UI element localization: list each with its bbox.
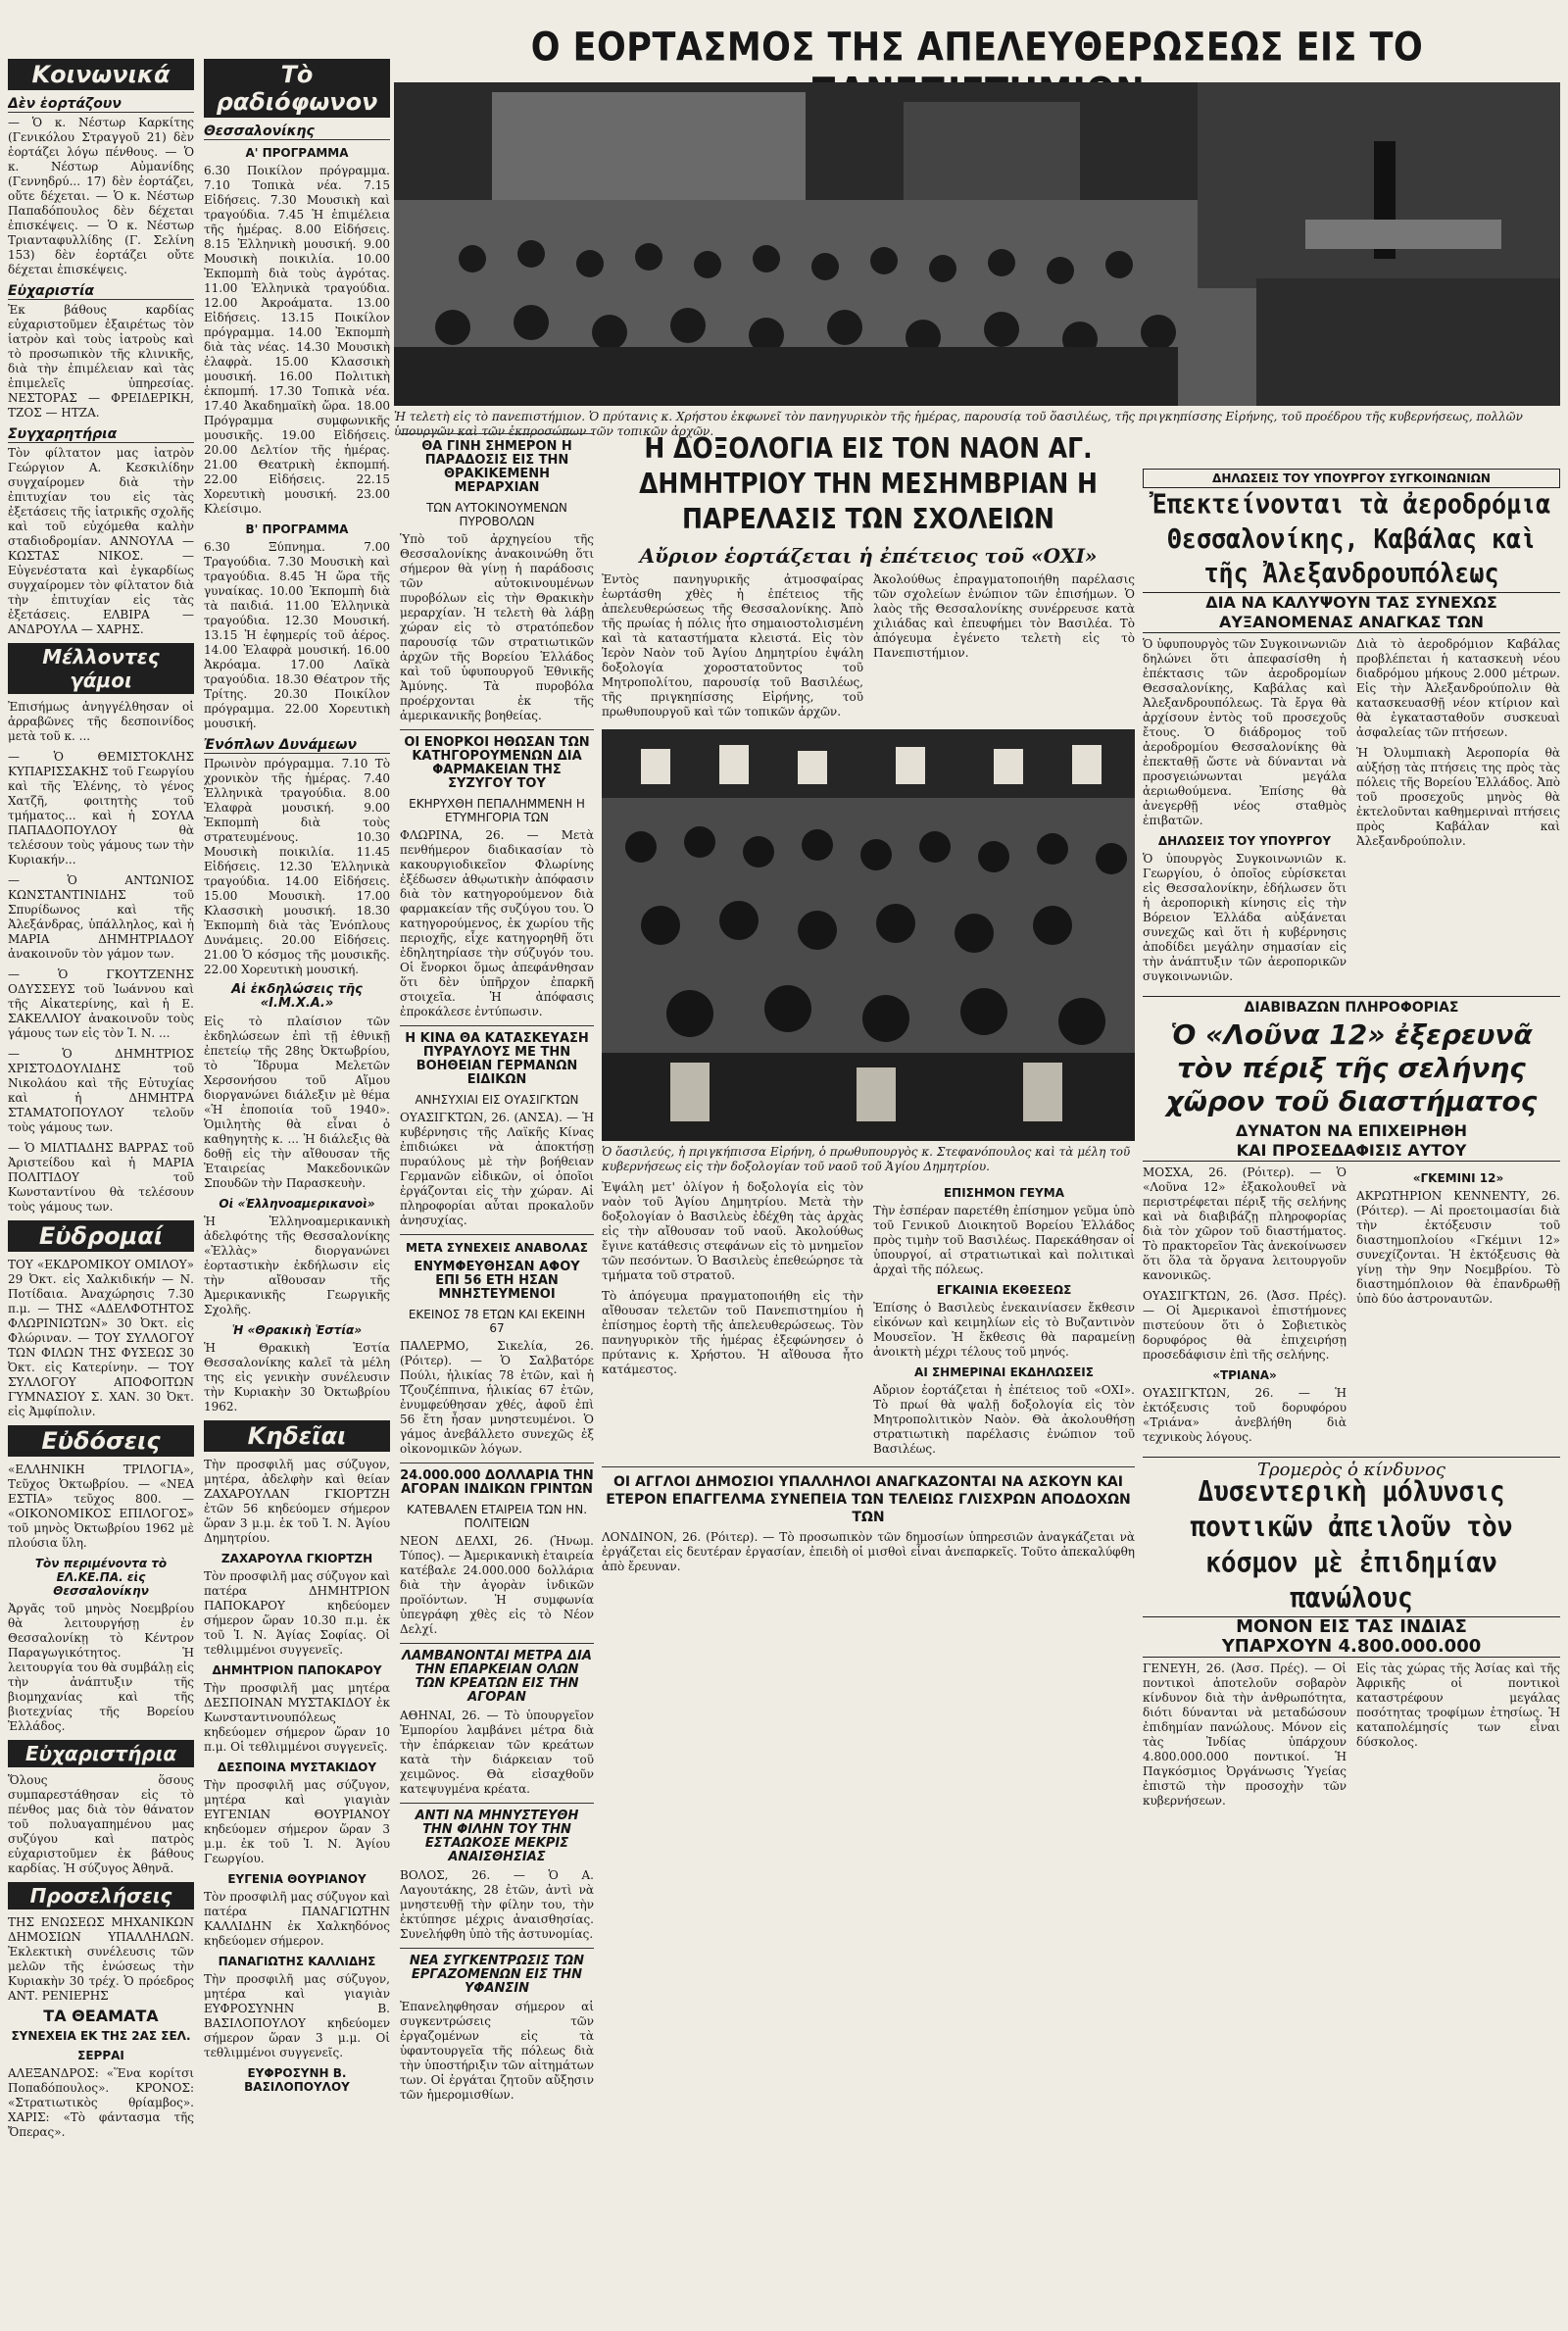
airports-text-row: [1143, 637, 1560, 990]
theamata-heading: ΤΑ ΘΕΑΜΑΤΑ: [43, 2007, 159, 2025]
official-dinner-text: Τὴν ἑσπέραν παρετέθη ἐπίσημον γεῦμα ὑπὸ τοῦ Γενικοῦ Διοικητοῦ Βορείου Ἑλλάδος πρὸς τιμὴν τοῦ Βασιλέως. Παρεκάθησαν οἱ ὑπουργοί, αἱ στρατιωτικαὶ καὶ πολιτικαὶ ἀρχαὶ τῆς πόλεως.: [873, 1204, 1135, 1276]
mellontes-gamoi-text-2: — Ὁ ΘΕΜΙΣΤΟΚΛΗΣ ΚΥΠΑΡΙΣΣΑΚΗΣ τοῦ Γεωργίου καὶ τῆς Ἑλένης, τὸ γένος Χατζῆ, φοιτητὴς τοῦ τμήματος... καὶ ἡ ΣΟΥΛΑ ΠΑΠΑΔΟΠΟΥΛΟΥ θὰ τελέσουν τοὺς γάμους των τὴν Κυριακήν...: [8, 750, 194, 867]
plague-subheadline-2: ΥΠΑΡΧΟΥΝ 4.800.000.000: [1143, 1640, 1560, 1658]
section-kideia: Κηδεῖαι: [204, 1420, 390, 1452]
minister-statements-heading: ΔΗΛΩΣΕΙΣ ΤΟΥ ΥΠΟΥΡΓΟΥ: [1157, 834, 1332, 848]
airports-text-a: Ὁ ὑφυπουργὸς τῶν Συγκοινωνιῶν δηλώνει ὅτι ἀπεφασίσθη ἡ ἐπέκτασις τῶν ἀεροδρομίων Θεσσαλονίκης, Καβάλας καὶ Ἀλεξανδρουπόλεως. Τὰ ἔργα θὰ ἀρχίσουν ἐντὸς τοῦ προσεχοῦς ἔτους. Ὁ διάδρομος τοῦ ἀεροδρομίου Θεσσαλονίκης θὰ ἐπεκταθῇ ὥστε νὰ δύνανται νὰ προσγειώνωνται μεγάλα ἀεριωθούμενα. Ἐπίσης θὰ ἀνεγερθῇ νέος σταθμὸς ἐπιβατῶν.: [1143, 637, 1347, 827]
radio-subheading: Θεσσαλονίκης: [204, 124, 390, 140]
civil-servants-headline: ΟΙ ΑΓΓΛΟΙ ΔΗΜΟΣΙΟΙ ΥΠΑΛΛΗΛΟΙ ΑΝΑΓΚΑΖΟΝΤΑΙ ΝΑ ΑΣΚΟΥΝ ΚΑΙ ΕΤΕΡΟΝ ΕΠΑΓΓΕΛΜΑ ΣΥΝΕΠΕΙΑ ΤΩΝ ΤΕΛΕΙΩΣ ΓΛΙΣΧΡΩΝ ΑΠΟΔΟΧΩΝ ΤΩΝ: [606, 1474, 1131, 1525]
greek-americans-text: Ἡ Ἑλληνοαμερικανικὴ ἀδελφότης τῆς Θεσσαλονίκης «Ἑλλὰς» διοργανώνει ἑορταστικὴν ἐκδήλωσιν εἰς τὴν αἴθουσαν τῆς Ἀμερικανικῆς Γεωργικῆς Σχολῆς.: [204, 1215, 390, 1316]
cathedral-photo-image: [602, 729, 1135, 1141]
luna-text-row: [1143, 1166, 1560, 1451]
plague-subheadline-1: ΜΟΝΟΝ ΕΙΣ ΤΑΣ ΙΝΔΙΑΣ: [1143, 1616, 1560, 1634]
ceremony-photo-image: [394, 82, 1560, 406]
weavers-headline: ΝΕΑ ΣΥΓΚΕΝΤΡΩΣΙΣ ΤΩΝ ΕΡΓΑΖΟΜΕΝΩΝ ΕΙΣ ΤΗΝ ΥΦΑΝΣΙΝ: [409, 1954, 585, 1996]
exhibition-text: Ἐπίσης ὁ Βασιλεὺς ἐνεκαινίασεν ἔκθεσιν εἰκόνων καὶ κειμηλίων εἰς τὸ Βυζαντινὸν Μουσεῖον. Ἡ ἔκθεσις θὰ παραμείνῃ ἀνοικτὴ μέχρι τέλους τοῦ μηνός.: [873, 1301, 1135, 1359]
airports-text-b: Διὰ τὸ ἀεροδρόμιον Καβάλας προβλέπεται ἡ κατασκευὴ νέου διαδρόμου μήκους 2.000 μέτρων. Εἰς τὴν Ἀλεξανδρούπολιν θὰ κατασκευασθῇ νέον κτίριον καὶ θὰ ἐγκατασταθοῦν συσκευαὶ ἀσφαλείας τῶν πτήσεων.: [1356, 637, 1560, 739]
eyxaristiria-text: Ὅλους ὅσους συμπαρεστάθησαν εἰς τὸ πένθος μας διὰ τὸν θάνατον τοῦ πολυαγαπημένου μας συζύγου καὶ πατρὸς εὐχαριστοῦμεν ἐκ βάθους καρδίας. Ἡ σύζυγος Ἀθηνᾶ.: [8, 1773, 194, 1875]
university-ceremony-photo: [394, 82, 1560, 406]
lead-text-row: [602, 572, 1135, 725]
civil-servants-text: ΛΟΝΔΙΝΟΝ, 26. (Ρόιτερ). — Τὸ προσωπικὸν τῶν δημοσίων ὑπηρεσιῶν ἀναγκάζεται νὰ ἐργάζεται εἰς δευτέραν ἐργασίαν, ἐπειδὴ οἱ μισθοὶ εἶναι ἀνεπαρκεῖς. Τοῦτο ἀπεκαλύφθη ἀπὸ ἔρευναν.: [602, 1530, 1135, 1573]
poisoning-headline: ΟΙ ΕΝΟΡΚΟΙ ΗΘΩΣΑΝ ΤΩΝ ΚΑΤΗΓΟΡΟΥΜΕΝΩΝ ΔΙΑ ΦΑΡΜΑΚΕΙΑΝ ΤΗΣ ΣΥΖΥΓΟΥ ΤΟΥ: [404, 735, 590, 791]
rule: [400, 1643, 594, 1644]
funeral-text-6: Τὴν προσφιλῆ μας σύζυγον, μητέρα καὶ γιαγιὰν ΕΥΦΡΟΣΥΝΗΝ Β. ΒΑΣΙΛΟΠΟΥΛΟΥ κηδεύομεν σήμερον ὥραν 3 μ.μ. Οἱ τεθλιμμένοι συγγενεῖς.: [204, 1972, 390, 2059]
china-rockets-headline: Η ΚΙΝΑ ΘΑ ΚΑΤΑΣΚΕΥΑΣΗ ΠΥΡΑΥΛΟΥΣ ΜΕ ΤΗΝ ΒΟΗΘΕΙΑΝ ΓΕΡΜΑΝΩΝ ΕΙΔΙΚΩΝ: [405, 1031, 589, 1087]
dollars-headline: 24.000.000 ΔΟΛΛΑΡΙΑ ΤΗΝ ΑΓΟΡΑΝ ΙΝΔΙΚΩΝ ΓΡΙΝΤΩΝ: [400, 1468, 594, 1497]
airports-text-c: Ὁ ὑπουργὸς Συγκοινωνιῶν κ. Γεωργίου, ὁ ὁποῖος εὑρίσκεται εἰς Θεσσαλονίκην, ἐδήλωσεν ὅτι ἡ ἀεροπορικὴ κίνησις εἰς τὴν Βόρειον Ἑλλάδα αὐξάνεται συνεχῶς καὶ ὅτι ἡ κυβέρνησις ἀποδίδει μεγάλην σημασίαν εἰς τὴν ἀνάπτυξιν τῶν ἀεροπορικῶν συγκοινωνιῶν.: [1143, 852, 1347, 983]
column-radio-funerals: [204, 0, 390, 2323]
lead-continuation-right: [873, 1180, 1135, 1463]
theamata-city: ΣΕΡΡΑΙ: [77, 2049, 124, 2062]
den-eortazoun-heading: Δὲν ἑορτάζουν: [8, 96, 194, 113]
plague-headline: Δυσεντερικὴ μόλυνσις ποντικῶν ἀπειλοῦν τὸν κόσμον μὲ ἐπιδημίαν πανώλους: [1190, 1475, 1513, 1615]
china-rockets-text: ΟΥΑΣΙΓΚΤΩΝ, 26. (ΑΝΣΑ). — Ἡ κυβέρνησις τῆς Λαϊκῆς Κίνας ἐπιδιώκει νὰ ἀποκτήσῃ πυραύλους μὲ τὴν βοήθειαν Γερμανῶν εἰδικῶν, οἱ ὁποῖοι ἐργάζονται εἰς τὴν χώραν. Αἱ πληροφορίαι αὗται προκαλοῦν ἀνησυχίας.: [400, 1111, 594, 1227]
gemini-text: ΑΚΡΩΤΗΡΙΟΝ ΚΕΝΝΕΝΤΥ, 26. (Ρόιτερ). — Αἱ προετοιμασίαι διὰ τὴν ἐκτόξευσιν τοῦ διαστημοπλοίου «Γκέμινι 12» συνεχίζονται. Ἡ ἐκτόξευσις θὰ γίνῃ τὴν 9ην Νοεμβρίου. Τὸ διαστημόπλοιον θὰ ἐπανδρωθῇ ὑπὸ δύο ἀστροναυτῶν.: [1356, 1189, 1560, 1306]
top-photo-caption: Ἡ τελετὴ εἰς τὸ πανεπιστήμιον. Ὁ πρύτανις κ. Χρήστου ἐκφωνεῖ τὸν πανηγυρικὸν τῆς ἡμέρας, παρουσίᾳ τοῦ ὅασιλέως, τῆς πριγκηπίσσης Εἰρήνης, τοῦ προέδρου τῆς κυβερνήσεως, πολλῶν ὑπουργῶν καὶ τῶν ἐκπροσώπων τῶν τοπικῶν ἀρχῶν.: [394, 410, 1523, 438]
assault-text: ΒΟΛΟΣ, 26. — Ὁ Α. Λαγουτάκης, 28 ἐτῶν, ἀντὶ νὰ μνηστευθῇ τὴν φίλην του, τὴν ἐκτύπησε μέχρις ἀναισθησίας. Συνελήφθη ὑπὸ τῆς ἀστυνομίας.: [400, 1868, 594, 1941]
thracian-hearth-text: Ἡ Θρακικὴ Ἑστία Θεσσαλονίκης καλεῖ τὰ μέλη της εἰς γενικὴν συνέλευσιν τὴν Κυριακὴν 30 Ὀκτωβρίου 1962.: [204, 1341, 390, 1413]
b-program-text: 6.30 Ξύπνημα. 7.00 Τραγούδια. 7.30 Μουσικὴ καὶ τραγούδια. 8.45 Ἡ ὥρα τῆς γυναίκας. 10.00 Ἐκπομπὴ διὰ τὰ παιδιά. 11.00 Ἑλληνικὰ τραγούδια. 12.30 Μουσική. 13.15 Ἡ ἐφημερίς τοῦ ἀέρος. 14.00 Ἐλαφρὰ μουσική. 16.00 Ἀκρόαμα. 17.00 Λαϊκὰ τραγούδια. 18.30 Θέατρον τῆς Τρίτης. 20.30 Ποικίλον πρόγραμμα. 22.00 Χορευτικὴ μουσική.: [204, 540, 390, 730]
artillery-text: Ὑπὸ τοῦ ἀρχηγείου τῆς Θεσσαλονίκης ἀνακοινώθη ὅτι σήμερον θὰ γίνῃ ἡ παράδοσις τῶν αὐτοκινουμένων πυροβόλων εἰς τὴν Θρακικὴν μεραρχίαν. Ἡ τελετὴ θὰ λάβῃ χώραν εἰς τὸ στρατόπεδον παρουσίᾳ τῶν στρατιωτικῶν ἀρχῶν τῆς Βορείου Ἑλλάδος καὶ τοῦ ὑφυπουργοῦ Ἐθνικῆς Ἀμύνης. Τὰ πυροβόλα προέρχονται ἐκ τῆς ἀμερικανικῆς βοηθείας.: [400, 532, 594, 722]
minister-statement-tag: ΔΗΛΩΣΕΙΣ ΤΟΥ ΥΠΟΥΡΓΟΥ ΣΥΓΚΟΙΝΩΝΙΩΝ: [1143, 469, 1560, 488]
lead-subheadline: Αὔριον ἑορτάζεται ἡ ἐπέτειος τοῦ «ΟΧΙ»: [639, 544, 1098, 568]
meat-headline: ΛΑΜΒΑΝΟΝΤΑΙ ΜΕΤΡΑ ΔΙΑ ΤΗΝ ΕΠΑΡΚΕΙΑΝ ΟΛΩΝ ΤΩΝ ΚΡΕΑΤΩΝ ΕΙΣ ΤΗΝ ΑΓΟΡΑΝ: [402, 1649, 592, 1705]
section-eydromai: Εὐδρομαί: [8, 1220, 194, 1252]
luna-text-b: ΟΥΑΣΙΓΚΤΩΝ, 26. (Ἀσσ. Πρές). — Οἱ Ἀμερικανοὶ ἐπιστήμονες πιστεύουν ὅτι ὁ Σοβιετικὸς δορυφόρος θὰ ἐπιχειρήσῃ προσεδάφισιν ἐπὶ τῆς σελήνης.: [1143, 1289, 1347, 1362]
rule: [400, 433, 594, 434]
funeral-name-4: ΕΥΓΕΝΙΑ ΘΟΥΡΙΑΝΟΥ: [227, 1872, 367, 1886]
section-eyxaristiria: Εὐχαριστήρια: [8, 1740, 194, 1767]
main-title: Ο ΕΟΡΤΑΣΜΟΣ ΤΗΣ ΑΠΕΛΕΥΘΕΡΩΣΕΩΣ ΕΙΣ ΤΟ: [530, 25, 1424, 71]
eydromai-text: ΤΟΥ «ΕΚΔΡΟΜΙΚΟΥ ΟΜΙΛΟΥ» 29 Ὀκτ. εἰς Χαλκιδικήν — Ν. Ποτίδαια. Ἀναχώρησις 7.30 π.μ. — ΤΗΣ «ΑΔΕΛΦΟΤΗΤΟΣ ΦΛΩΡΙΝΙΩΤΩΝ» 30 Ὀκτ. εἰς Φλώριναν. — ΤΟΥ ΣΥΛΛΟΓΟΥ ΤΩΝ ΦΙΛΩΝ ΤΗΣ ΦΥΣΕΩΣ 30 Ὀκτ. εἰς Κατερίνην. — ΤΟΥ ΣΥΛΛΟΓΟΥ ΑΠΟΦΟΙΤΩΝ ΓΥΜΝΑΣΙΟΥ Σ. ΧΑΝ. 30 Ὀκτ. εἰς Ἀμφίπολιν.: [8, 1258, 194, 1418]
assault-headline: ΑΝΤΙ ΝΑ ΜΗΝΥΣΤΕΥΘΗ ΤΗΝ ΦΙΛΗΝ ΤΟΥ ΤΗΝ ΕΣΤΑΩΚΟΣΕ ΜΕΚΡΙΣ ΑΝΑΙΣΘΗΣΙΑΣ: [415, 1809, 579, 1864]
artillery-subheadline: ΤΩΝ ΑΥΤΟΚΙΝΟΥΜΕΝΩΝ ΠΥΡΟΒΟΛΩΝ: [426, 501, 567, 528]
luna-text-left: [1143, 1166, 1347, 1451]
luna-text-right: [1356, 1166, 1560, 1451]
lead-continuation: [602, 1180, 1135, 1463]
funeral-text-3: Τὴν προσφιλῆ μας μητέρα ΔΕΣΠΟΙΝΑΝ ΜΥΣΤΑΚΙΔΟΥ ἐκ Κωνσταντινουπόλεως κηδεύομεν σήμερον ὥραν 10 π.μ. Οἱ τεθλιμμένοι συγγενεῖς.: [204, 1681, 390, 1754]
section-eydoseis: Εὐδόσεις: [8, 1425, 194, 1457]
cathedral-photo: [602, 729, 1135, 1141]
funeral-name-3: ΔΕΣΠΟΙΝΑ ΜΥΣΤΑΚΙΔΟΥ: [217, 1761, 377, 1774]
theamata-text: ΑΛΕΞΑΝΔΡΟΣ: «Ἕνα κορίτσι Ποπαδόπουλος». ΚΡΟΝΟΣ: «Στρατιωτικὸς θρίαμβος». ΧΑΡΙΣ: «Τὸ φάντασμα τῆς Ὄπερας».: [8, 2066, 194, 2139]
gemini-heading: «ΓΚΕΜΙΝΙ 12»: [1412, 1171, 1504, 1185]
luna-text-a: ΜΟΣΧΑ, 26. (Ρόιτερ). — Ὁ «Λοῦνα 12» ἐξακολουθεῖ νὰ περιστρέφεται πέριξ τῆς σελήνης καὶ νὰ διαβιβάζῃ πληροφορίας διὰ τὸν χῶρον τοῦ διαστήματος. Τὸ πρακτορεῖον Τὰς ἀνεκοίνωσεν ὅτι ὅλα τὰ ὄργανα λειτουργοῦν κανονικῶς.: [1143, 1166, 1347, 1282]
funeral-text-2: Τὸν προσφιλῆ μας σύζυγον καὶ πατέρα ΔΗΜΗΤΡΙΟΝ ΠΑΠΟΚΑΡΟΥ κηδεύομεν σήμερον ὥραν 10.30 π.μ. ἐκ τοῦ Ἱ. Ν. Ἁγίας Σοφίας. Οἱ τεθλιμμένοι συγγενεῖς.: [204, 1569, 390, 1657]
plague-text-b: Εἰς τὰς χώρας τῆς Ἀσίας καὶ τῆς Ἀφρικῆς οἱ ποντικοὶ καταστρέφουν μεγάλας ποσότητας τροφίμων ἐτησίως. Ἡ καταπολέμησίς των εἶναι δύσκολος.: [1356, 1661, 1560, 1749]
exhibition-heading: ΕΓΚΑΙΝΙΑ ΕΚΘΕΣΕΩΣ: [936, 1283, 1072, 1297]
rule: [602, 1466, 1135, 1467]
funeral-name-5: ΠΑΝΑΓΙΩΤΗΣ ΚΑΛΛΙΔΗΣ: [218, 1955, 376, 1968]
synxaritiria-heading: Συγχαρητήρια: [8, 426, 194, 443]
funeral-text-5: Τὸν προσφιλῆ μας σύζυγον καὶ πατέρα ΠΑΝΑΓΙΩΤΗΝ ΚΑΛΛΙΔΗΝ ἐκ Χαλκηδόνος κηδεύομεν σήμερον.: [204, 1890, 390, 1948]
luna-headline: Ὁ «Λοῦνα 12» ἐξερευνᾶ τὸν πέριξ τῆς σελήνης χῶρον τοῦ διαστήματος: [1165, 1018, 1538, 1117]
danger-kicker: Τρομερὸς ὁ κίνδυνος: [1143, 1457, 1560, 1477]
column-lead-story: [602, 429, 1135, 2323]
column-news-briefs: [400, 429, 594, 2323]
triana-text: ΟΥΑΣΙΓΚΤΩΝ, 26. — Ἡ ἐκτόξευσις τοῦ δορυφόρου «Τριάνα» ἀνεβλήθη διὰ τεχνικοὺς λόγους.: [1143, 1386, 1347, 1444]
funeral-name-6: ΕΥΦΡΟΣΥΝΗ Β. ΒΑΣΙΛΟΠΟΥΛΟΥ: [244, 2066, 350, 2094]
elkepa-heading: Τὸν περιμένοντα τὸ ΕΛ.ΚΕ.ΠΑ. εἰς Θεσσαλονίκην: [34, 1557, 168, 1598]
proodoseis-text: ΤΗΣ ΕΝΩΣΕΩΣ ΜΗΧΑΝΙΚΩΝ ΔΗΜΟΣΙΩΝ ΥΠΑΛΛΗΛΩΝ. Ἐκλεκτικὴ συνέλευσις τῶν μελῶν τῆς ἑνώσεως τὴν Κυριακὴν 30 τρέχ. Ὁ πρόεδρος ΑΝΤ. ΡΕΝΙΕΡΗΣ: [8, 1915, 194, 2003]
engagement-text: ΠΑΛΕΡΜΟ, Σικελία, 26. (Ρόιτερ). — Ὁ Σαλβατόρε Πούλι, ἡλικίας 78 ἐτῶν, καὶ ἡ Τζουζέππινα, ἡλικίας 67 ἐτῶν, ἐνυμφεύθησαν χθές, ἀφοῦ ἐπὶ 56 ἔτη ἦσαν μνηστευμένοι. Ὁ γάμος ἀνεβάλλετο συνεχῶς ἐξ οἰκονομικῶν λόγων.: [400, 1339, 594, 1456]
official-dinner-heading: ΕΠΙΣΗΜΟΝ ΓΕΥΜΑ: [943, 1186, 1065, 1200]
china-rockets-subheadline: ΑΝΗΣΥΧΙΑΙ ΕΙΣ ΟΥΑΣΙΓΚΤΩΝ: [415, 1093, 579, 1107]
funeral-text-4: Τὴν προσφιλῆ μας σύζυγον, μητέρα καὶ γιαγιὰν ΕΥΓΕΝΙΑΝ ΘΟΥΡΙΑΝΟΥ κηδεύομεν σήμερον ὥραν 3 μ.μ. ἐκ τοῦ Ἱ. Ν. Ἁγίου Γεωργίου.: [204, 1778, 390, 1865]
rule: [400, 1948, 594, 1949]
armed-forces-heading: Ἐνόπλων Δυνάμεων: [204, 737, 390, 754]
rule: [400, 1234, 594, 1235]
luna-subheadline-1: ΔΥΝΑΤΟΝ ΝΑ ΕΠΙΧΕΙΡΗΘΗ: [1235, 1121, 1468, 1140]
airports-text-right: [1356, 637, 1560, 990]
eydoseis-text: «ΕΛΛΗΝΙΚΗ ΤΡΙΛΟΓΙΑ», Τεῦχος Ὀκτωβρίου. — «ΝΕΑ ΕΣΤΙΑ» τεῦχος 800. — «ΟΙΚΟΝΟΜΙΚΟΣ ΕΠΙΛΟΓΟΣ» τοῦ μηνὸς Ὀκτωβρίου 1962 μὲ πλούσια ὕλη.: [8, 1463, 194, 1550]
airports-headline: Ἐπεκτείνονται τὰ ἀεροδρόμια Θεσσαλονίκης, Καβάλας καὶ τῆς Ἀλεξανδρουπόλεως: [1152, 488, 1551, 589]
triana-heading: «ΤΡΙΑΝΑ»: [1212, 1368, 1277, 1382]
imxa-text: Εἰς τὸ πλαίσιον τῶν ἐκδηλώσεων ἐπὶ τῇ ἐθνικῇ ἐπετείῳ τῆς 28ης Ὀκτωβρίου, τὸ Ἵδρυμα Μελετῶν Χερσονήσου τοῦ Αἵμου διοργανώνει διάλεξιν μὲ θέμα «Ἡ ἐποποιία τοῦ 1940». Ὁμιλητὴς θὰ εἶναι ὁ καθηγητὴς κ. ... Ἡ διάλεξις θὰ δοθῇ εἰς τὴν αἴθουσαν τῆς Ἑταιρείας Μακεδονικῶν Σπουδῶν τὴν Παρασκευὴν.: [204, 1015, 390, 1190]
artillery-headline: ΘΑ ΓΙΝΗ ΣΗΜΕΡΟΝ Η ΠΑΡΑΔΟΣΙΣ ΕΙΣ ΤΗΝ ΘΡΑΚΙΚΕΜΕΝΗ ΜΕΡΑΡΧΙΑΝ: [421, 439, 572, 495]
greek-americans-heading: Οἱ «Ἑλληνοαμερικανοὶ»: [219, 1197, 375, 1211]
airports-subheadline-2: ΑΥΞΑΝΟΜΕΝΑΣ ΑΝΑΓΚΑΣ ΤΩΝ: [1143, 616, 1560, 633]
a-program-text: 6.30 Ποικίλον πρόγραμμα. 7.10 Τοπικὰ νέα. 7.15 Εἰδήσεις. 7.30 Μουσικὴ καὶ τραγούδια. 7.45 Ἡ ἐπιμέλεια τῆς ἡμέρας. 8.00 Εἰδήσεις. 8.15 Ἑλληνικὴ μουσική. 9.00 Μουσικὴ ποικιλία. 10.00 Ἐκπομπὴ διὰ τοὺς ἀγρότας. 11.00 Ἑλληνικὰ τραγούδια. 12.00 Ἀκροάματα. 13.00 Εἰδήσεις. 13.15 Ποικίλον πρόγραμμα. 14.00 Ἐκπομπὴ διὰ τὰς νέας. 14.30 Μουσικὴ ἐλαφρὰ. 15.00 Κλασσικὴ μουσική. 16.00 Πολιτικὴ ἐκπομπή. 17.30 Τοπικὰ νέα. 17.40 Ἀκαδημαϊκὴ ὥρα. 18.00 Πρόγραμμα συμφωνικῆς μουσικῆς. 19.00 Εἰδήσεις. 20.00 Δελτίον τῆς ἡμέρας. 21.00 Θεατρικὴ ἐκπομπή. 22.00 Εἰδήσεις. 22.15 Χορευτικὴ μουσική. 23.00 Κλείσιμο.: [204, 164, 390, 516]
rule: [400, 1803, 594, 1804]
plague-text-row: [1143, 1661, 1560, 1814]
mellontes-gamoi-text-4: — Ὁ ΓΚΟΥΤΖΕΝΗΣ ΟΔΥΣΣΕΥΣ τοῦ Ἰωάννου καὶ τῆς Αἰκατερίνης, καὶ ἡ Ε. ΣΑΚΕΛΛΙΟΥ ἀνακοινοῦν τοὺς γάμους των εἰς τὸν Ἱ. Ν. ...: [8, 967, 194, 1040]
dollars-text: ΝΕΟΝ ΔΕΛΧΙ, 26. (Ἡνωμ. Τύπος). — Ἀμερικανικὴ ἑταιρεία κατέβαλε 24.000.000 δολλάρια διὰ τὴν ἀγορὰν ἰνδικῶν προϊόντων. Ἡ συμφωνία ὑπεγράφη χθὲς εἰς τὸ Νέον Δελχί.: [400, 1534, 594, 1636]
engagement-headline: ΕΝΥΜΦΕΥΘΗΣΑΝ ΑΦΟΥ ΕΠΙ 56 ΕΤΗ ΗΣΑΝ ΜΝΗΣΤΕΥΜΕΝΟΙ: [414, 1260, 580, 1302]
poisoning-text: ΦΛΩΡΙΝΑ, 26. — Μετὰ πενθήμερον διαδικασίαν τὸ κακουργιοδικεῖον Φλωρίνης ἐξέδωσεν ἀθῳωτικὴν ἀπόφασιν διὰ τὸν κατηγορούμενον διὰ φαρμακείαν τῆς συζύγου του. Ὁ κατηγορούμενος, ἐκ χωρίου τῆς περιοχῆς, εἶχε κατηγορηθῆ ὅτι ἐδηλητηρίασε τὴν σύζυγόν του. Οἱ ἔνορκοι ὅμως ἀπεφάνθησαν ὅτι δὲν ὑπῆρχον ἐπαρκῆ στοιχεῖα. Ἡ ἀπόφασις ἐπροκάλεσε ἐντύπωσιν.: [400, 828, 594, 1018]
airports-subheadline-1: ΔΙΑ ΝΑ ΚΑΛΥΨΟΥΝ ΤΑΣ ΣΥΝΕΧΩΣ: [1143, 592, 1560, 610]
today-events-heading: ΑΙ ΣΗΜΕΡΙΝΑΙ ΕΚΔΗΛΩΣΕΙΣ: [914, 1365, 1094, 1379]
dollars-subheadline: ΚΑΤΕΒΑΛΕΝ ΕΤΑΙΡΕΙΑ ΤΩΝ ΗΝ. ΠΟΛΙΤΕΙΩΝ: [406, 1503, 588, 1530]
column-right: [1143, 429, 1560, 2323]
imxa-heading: Αἱ ἐκδηλώσεις τῆς «Ι.Μ.Χ.Α.»: [231, 982, 363, 1011]
mellontes-gamoi-text-6: — Ὁ ΜΙΛΤΙΑΔΗΣ ΒΑΡΡΑΣ τοῦ Ἀριστείδου καὶ ἡ ΜΑΡΙΑ ΠΟΛΙΤΙΔΟΥ τοῦ Κωνσταντίνου θὰ τελέσουν τοὺς γάμους των.: [8, 1141, 194, 1214]
column-social: [8, 0, 194, 2323]
engagement-subheadline: ΕΚΕΙΝΟΣ 78 ΕΤΩΝ ΚΑΙ ΕΚΕΙΝΗ 67: [408, 1308, 586, 1335]
plague-text-a: ΓΕΝΕΥΗ, 26. (Ἀσσ. Πρές). — Οἱ ποντικοὶ ἀποτελοῦν σοβαρὸν κίνδυνον διὰ τὴν ἀνθρωπότητα, διότι δύνανται νὰ μεταδώσουν ἐπιδημίαν πανώλους. Μόνον εἰς τὰς Ἰνδίας ὑπάρχουν 4.800.000.000 ποντικοί. Ἡ Παγκόσμιος Ὀργάνωσις Ὑγείας ἐπιστῶ τὴν προσοχὴν τῶν κυβερνήσεων.: [1143, 1661, 1347, 1808]
synxaritiria-text: Τὸν φίλτατον μας ἰατρὸν Γεώργιον Α. Κεσκιλίδην συγχαίρομεν διὰ τὴν ἐπιτυχίαν του εἰς τὰς ἐξετάσεις τῆς ἰατρικῆς σχολῆς καὶ τοῦ εὐχόμεθα καλὴν σταδιοδρομίαν. ΑΝΝΟΥΛΑ — ΚΩΣΤΑΣ ΝΙΚΟΣ. — Εὐγενέστατα καὶ ἐγκαρδίως συγχαίρομεν τὸν φίλτατον διὰ τὴν ἐπιτυχίαν εἰς τὰς ἐξετάσεις. ΕΛΒΙΡΑ — ΑΝΔΡΟΥΛΑ — ΧΑΡΗΣ.: [8, 446, 194, 636]
luna-subheadline-2: ΚΑΙ ΠΡΟΣΕΔΑΦΙΣΙΣ ΑΥΤΟΥ: [1143, 1144, 1560, 1162]
information-tag: ΔΙΑΒΙΒΑΖΩΝ ΠΛΗΡΟΦΟΡΙΑΣ: [1143, 996, 1560, 1015]
theamata-sub: ΣΥΝΕΧΕΙΑ ΕΚ ΤΗΣ 2ΑΣ ΣΕΛ.: [11, 2029, 191, 2043]
mellontes-gamoi-text-3: — Ὁ ΑΝΤΩΝΙΟΣ ΚΩΝΣΤΑΝΤΙΝΙΔΗΣ τοῦ Σπυρίδωνος καὶ τῆς Ἀλεξάνδρας, ὑπάλληλος, καὶ ἡ ΜΑΡΙΑ ΔΗΜΗΤΡΙΑΔΟΥ ἀνακοινοῦν τὸν γάμον των.: [8, 873, 194, 961]
cathedral-photo-caption: Ὁ ὅασιλεύς, ἡ πριγκήπισσα Εἰρήνη, ὁ πρωθυπουργὸς κ. Στεφανόπουλος καὶ τὰ μέλη τοῦ κυβερνήσεως εἰς τὴν δοξολογίαν τοῦ ναοῦ τοῦ Ἁγίου Δημητρίου.: [602, 1145, 1131, 1173]
funeral-name-2: ΔΗΜΗΤΡΙΟΝ ΠΑΠΟΚΑΡΟΥ: [212, 1663, 382, 1677]
thracian-hearth-heading: Ἡ «Θρακικὴ Ἑστία»: [231, 1323, 363, 1337]
rule: [400, 729, 594, 730]
a-program-heading: Α' ΠΡΟΓΡΑΜΜΑ: [245, 146, 349, 160]
lead-text-b: Ἀκολούθως ἐπραγματοποιήθη παρέλασις τῶν σχολείων ἐνώπιον τῶν ἐπισήμων. Ὁ λαὸς τῆς Θεσσαλονίκης συνέρρευσε κατὰ χιλιάδας καὶ ἐπευφήμει τὸν Βασιλέα. Τὸ ἀπόγευμα ἐγένετο τελετὴ εἰς τὸ Πανεπιστήμιον.: [873, 572, 1135, 660]
lead-continuation-left: [602, 1180, 863, 1463]
today-events-text: Αὔριον ἑορτάζεται ἡ ἐπέτειος τοῦ «ΟΧΙ». Τὸ πρωί θὰ ψαλῇ δοξολογία εἰς τὸν Μητροπολιτικὸν Ναὸν. Θὰ ἀκολουθήσῃ στρατιωτικὴ παρέλασις ἐνώπιον τοῦ Βασιλέως.: [873, 1383, 1135, 1456]
rule: [400, 1025, 594, 1026]
eyxaristia-text: Ἐκ βάθους καρδίας εὐχαριστοῦμεν ἐξαιρέτως τὸν ἱατρὸν καὶ τοὺς ἰατροὺς καὶ τὸ προσωπικὸν τῆς κλινικῆς, διὰ τὴν ἐπιμέλειαν καὶ τὰς ἐπιμελεῖς ὑπηρεσίας. ΝΕΣΤΟΡΑΣ — ΦΡΕΙΔΕΡΙΚΗ, ΤΖΟΣ — ΗΤΖΑ.: [8, 303, 194, 420]
airports-text-d: Ἡ Ὀλυμπιακὴ Ἀεροπορία θὰ αὐξήσῃ τὰς πτήσεις της πρὸς τὰς πόλεις τῆς Βορείου Ἑλλάδος. Ἀπὸ τοῦ προσεχοῦς μηνὸς θὰ ἐκτελοῦνται καθημεριναὶ πτήσεις πρὸς Καβάλαν καὶ Ἀλεξανδρούπολιν.: [1356, 746, 1560, 848]
weavers-text: Ἐπανεληφθησαν σήμερον αἱ συγκεντρώσεις τῶν ἐργαζομένων εἰς τὰ ὑφαντουργεῖα τῆς πόλεως διὰ τὴν ὑποστήριξιν τῶν αἰτημάτων των. Οἱ ἐργάται ζητοῦν αὔξησιν τῶν ἡμερομισθίων.: [400, 2000, 594, 2102]
elkepa-text: Ἀργᾶς τοῦ μηνὸς Νοεμβρίου θὰ λειτουργήσῃ ἐν Θεσσαλονίκῃ τὸ Κέντρον Παραγωγικότητος. Ἡ λειτουργία του θὰ συμβάλῃ εἰς τὴν ἀνάπτυξιν τῆς βιομηχανίας καὶ τῆς βιοτεχνίας τῆς Βορείου Ἑλλάδος.: [8, 1602, 194, 1733]
lead-text-d: Τὸ ἀπόγευμα πραγματοποιήθη εἰς τὴν αἴθουσαν τελετῶν τοῦ Πανεπιστημίου ἡ ἐπίσημος ἑορτὴ τῆς ἀπελευθερώσεως. Τὸν πανηγυρικὸν τῆς ἡμέρας ἐξεφώνησεν ὁ πρύτανις κ. Χρήστου. Ἡ αἴθουσα ἦτο κατάμεστος.: [602, 1289, 863, 1376]
den-eortazoun-text: — Ὁ κ. Νέστωρ Καρκίτης (Γενικόλου Στραγγοῦ 21) δὲν ἑορτάζει λόγω πένθους. — Ὁ κ. Νέστωρ Αὐμανίδης (Γεννηδρύ... 17) δὲν ἑορτάζει, οὔτε δέχεται. — Ὁ κ. Νέστωρ Παπαδόπουλος δὲν δέχεται ἐπισκέψεις. — Ὁ κ. Νέστωρ Τριανταφυλλίδης (Γ. Σελίνη 153) δὲν ἑορτάζει οὔτε δέχεται ἐπισκέψεις.: [8, 116, 194, 276]
lead-text-a: Ἐντὸς πανηγυρικῆς ἀτμοσφαίρας ἑωρτάσθη χθὲς ἡ ἐπέτειος τῆς ἀπελευθερώσεως τῆς Θεσσαλονίκης. Ἀπὸ τῆς πρωίας ἡ πόλις ἦτο σημαιοστολισμένη καὶ τὰ καταστήματα κλειστά. Εἰς τὸν Ἱερὸν Ναὸν τοῦ Ἁγίου Δημητρίου ἐψάλη δοξολογία χοροστατοῦντος τοῦ Μητροπολίτου, παρουσίᾳ τοῦ Βασιλέως, τῆς πριγκηπίσσης Εἰρήνης, τοῦ πρωθυπουργοῦ καὶ τῶν τοπικῶν ἀρχῶν.: [602, 572, 863, 719]
section-proodoseis: Προσελήσεις: [8, 1882, 194, 1909]
lead-headline: Η ΔΟΞΟΛΟΓΙΑ ΕΙΣ ΤΟΝ ΝΑΟΝ ΑΓ. ΔΗΜΗΤΡΙΟΥ ΤΗΝ ΜΕΣΗΜΒΡΙΑΝ Η ΠΑΡΕΛΑΣΙΣ ΤΩΝ ΣΧΟΛΕΙΩΝ: [639, 432, 1098, 535]
mellontes-gamoi-text-5: — Ὁ ΔΗΜΗΤΡΙΟΣ ΧΡΙΣΤΟΔΟΥΛΙΔΗΣ τοῦ Νικολάου καὶ τῆς Εὐτυχίας καὶ ἡ ΔΗΜΗΤΡΑ ΣΤΑΜΑΤΟΠΟΥΛΟΥ τελοῦν τοὺς γάμους των.: [8, 1047, 194, 1134]
section-mellontes-gamoi: Μέλλοντες γάμοι: [8, 643, 194, 694]
mellontes-gamoi-text-1: Ἐπισήμως ἀνηγγέλθησαν οἱ ἀρραβῶνες τῆς δεσποινίδος μετὰ τοῦ κ. ...: [8, 700, 194, 743]
section-koinonika: Κοινωνικά: [8, 59, 194, 90]
meat-text: ΑΘΗΝΑΙ, 26. — Τὸ ὑπουργεῖον Ἐμπορίου λαμβάνει μέτρα διὰ τὴν ἐπάρκειαν τῶν κρεάτων κατὰ τὴν διάρκειαν τοῦ χειμῶνος. Θὰ εἰσαχθοῦν κατεψυγμένα κρέατα.: [400, 1709, 594, 1796]
funeral-name-1: ΖΑΧΑΡΟΥΛΑ ΓΚΙΟΡΤΖΗ: [220, 1552, 373, 1565]
b-program-heading: Β' ΠΡΟΓΡΑΜΜΑ: [245, 522, 349, 536]
eyxaristia-heading: Εὐχαριστία: [8, 283, 194, 300]
airports-text-left: [1143, 637, 1347, 990]
engagement-kicker: ΜΕΤΑ ΣΥΝΕΧΕΙΣ ΑΝΑΒΟΛΑΣ: [406, 1241, 588, 1255]
armed-forces-text: Πρωινὸν πρόγραμμα. 7.10 Τὸ χρονικὸν τῆς ἡμέρας. 7.40 Ἑλληνικὰ τραγούδια. 8.00 Ἐλαφρὰ μουσική. 9.00 Ἐκπομπὴ διὰ τοὺς στρατευμένους. 10.30 Μουσικὴ ποικιλία. 11.45 Εἰδήσεις. 12.30 Ἑλληνικὰ τραγούδια. 14.00 Εἰδήσεις. 15.00 Μουσικὴ. 17.00 Κλασσικὴ μουσική. 18.30 Ἐκπομπὴ διὰ τὰς Ἐνόπλους Δυνάμεις. 20.00 Εἰδήσεις. 21.00 Ὁ κόσμος τῆς μουσικῆς. 22.00 Χορευτικὴ μουσική.: [204, 757, 390, 976]
section-radio: Τὸ ραδιόφωνον: [204, 59, 390, 118]
funeral-text-1: Τὴν προσφιλῆ μας σύζυγον, μητέρα, ἀδελφὴν καὶ θείαν ΖΑΧΑΡΟΥΛΑΝ ΓΚΙΟΡΤΖΗ ἐτῶν 56 κηδεύομεν σήμερον ὥραν 3 μ.μ. ἐκ τοῦ Ἱ. Ν. Ἁγίου Δημητρίου.: [204, 1458, 390, 1545]
lead-text-c: Ἐψάλη μετ' ὀλίγον ἡ δοξολογία εἰς τὸν ναὸν τοῦ Ἁγίου Δημητρίου. Μετὰ τὴν δοξολογίαν ὁ Βασιλεὺς ἐδέχθη τὰς ἀρχὰς εἰς τὴν αἴθουσαν τοῦ ναοῦ. Ἀκολούθως ἔγινε κατάθεσις στεφάνων εἰς τὸ μνημεῖον τῶν πεσόντων. Ὁ Βασιλεὺς ἐπεθεώρησε τὰ τμήματα τοῦ στρατοῦ.: [602, 1180, 863, 1282]
poisoning-subheadline: ΕΚΗΡΥΧΘΗ ΠΕΠΑΛΗΜΜΕΝΗ Η ΕΤΥΜΗΓΟΡΙΑ ΤΩΝ: [409, 797, 585, 824]
